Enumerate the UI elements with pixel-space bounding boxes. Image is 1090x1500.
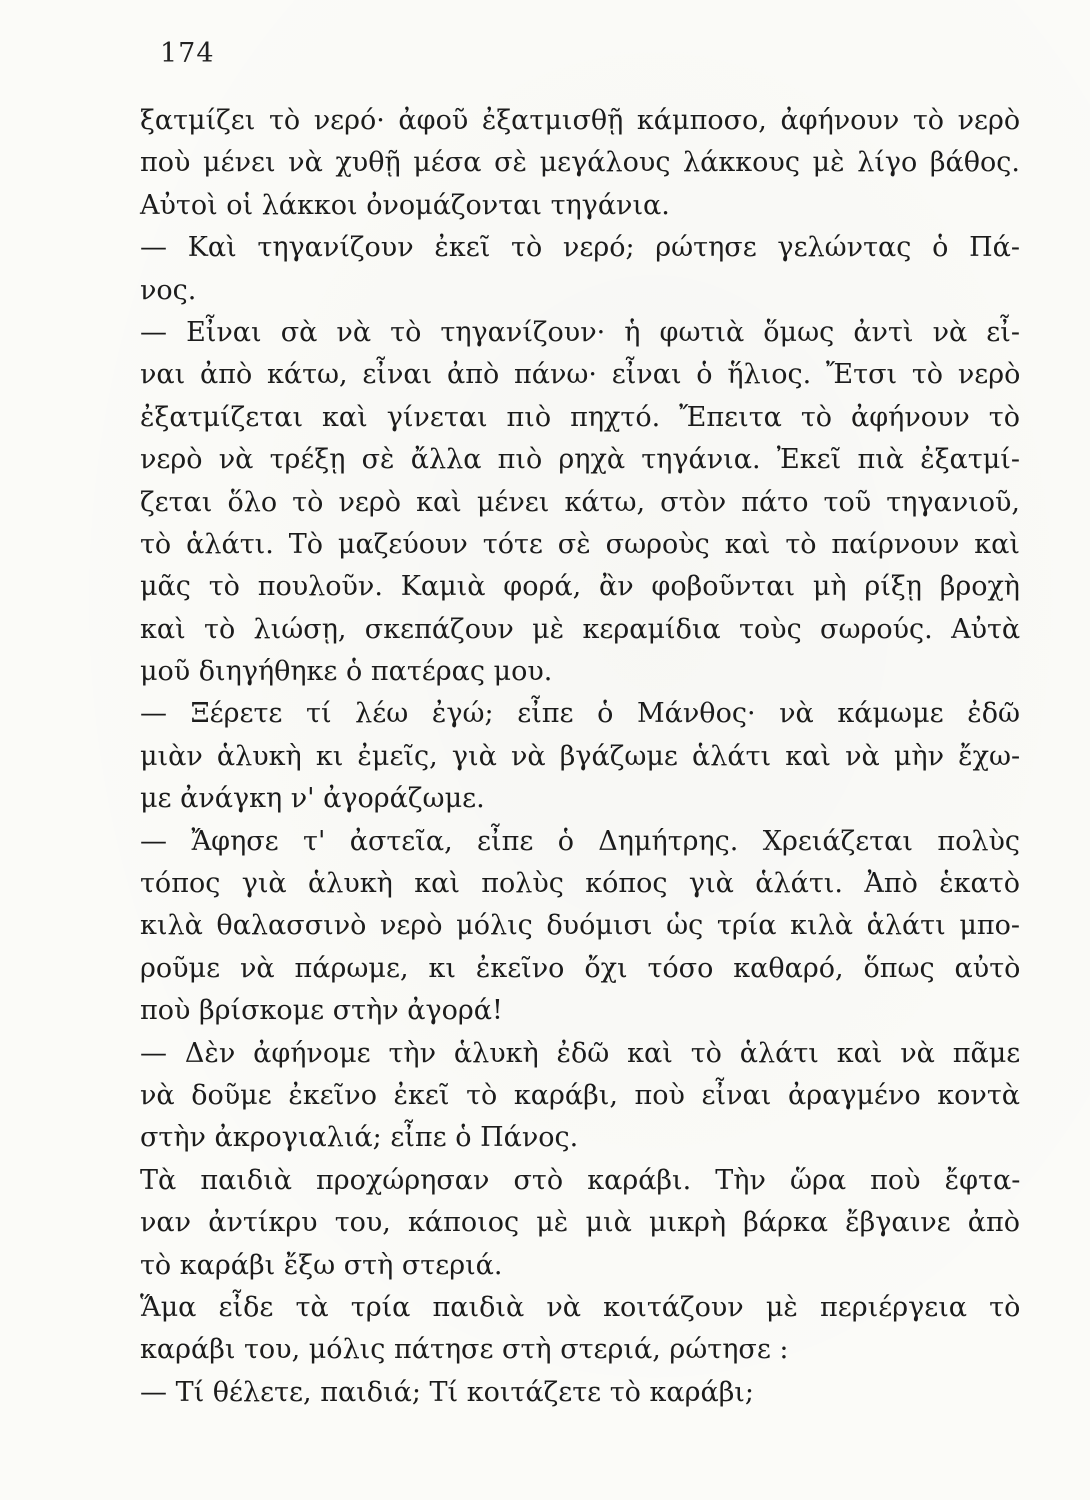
text-line: νερὸ νὰ τρέξῃ σὲ ἄλλα πιὸ ρηχὰ τηγάνια. Ἐκεῖ πιὰ ἐξατμί- bbox=[140, 444, 1020, 476]
text-line: Αὐτοὶ οἱ λάκκοι ὀνομάζονται τηγάνια. bbox=[140, 189, 670, 221]
body-text bbox=[140, 100, 1020, 1414]
text-line: με ἀνάγκη ν' ἀγοράζωμε. bbox=[140, 783, 485, 815]
text-line: καράβι του, μόλις πάτησε στὴ στεριά, ρώτησε : bbox=[140, 1334, 789, 1366]
text-line: νὰ δοῦμε ἐκεῖνο ἐκεῖ τὸ καράβι, ποὺ εἶναι ἀραγμένο κοντὰ bbox=[140, 1079, 1020, 1111]
text-line: Ἅμα εἶδε τὰ τρία παιδιὰ νὰ κοιτάζουν μὲ περιέργεια τὸ bbox=[140, 1291, 1021, 1323]
text-line: — Δὲν ἀφήνομε τὴν ἁλυκὴ ἐδῶ καὶ τὸ ἁλάτι καὶ νὰ πᾶμε bbox=[140, 1037, 1021, 1069]
text-line: τὸ ἁλάτι. Τὸ μαζεύουν τότε σὲ σωροὺς καὶ τὸ παίρνουν καὶ bbox=[140, 528, 1020, 560]
text-line: στὴν ἀκρογιαλιά; εἶπε ὁ Πάνος. bbox=[140, 1122, 579, 1154]
text-line: καὶ τὸ λιώσῃ, σκεπάζουν μὲ κεραμίδια τοὺς σωρούς. Αὐτὰ bbox=[140, 613, 1021, 645]
page-number: 174 bbox=[160, 38, 215, 69]
text-line: ροῦμε νὰ πάρωμε, κι ἐκεῖνο ὄχι τόσο καθαρό, ὅπως αὐτὸ bbox=[140, 952, 1021, 984]
text-line: ποὺ μένει νὰ χυθῇ μέσα σὲ μεγάλους λάκκους μὲ λίγο βάθος. bbox=[140, 147, 1020, 179]
text-line: ναν ἀντίκρυ του, κάποιος μὲ μιὰ μικρὴ βάρκα ἔβγαινε ἀπὸ bbox=[140, 1207, 1020, 1239]
text-line: κιλὰ θαλασσινὸ νερὸ μόλις δυόμισι ὡς τρία κιλὰ ἁλάτι μπο- bbox=[140, 910, 1020, 942]
text-line: — Τί θέλετε, παιδιά; Τί κοιτάζετε τὸ καράβι; bbox=[140, 1376, 754, 1408]
text-line: — Ἄφησε τ' ἀστεῖα, εἶπε ὁ Δημήτρης. Χρειάζεται πολὺς bbox=[140, 825, 1020, 857]
text-line: τὸ καράβι ἔξω στὴ στεριά. bbox=[140, 1249, 503, 1281]
text-line: — Εἶναι σὰ νὰ τὸ τηγανίζουν· ἡ φωτιὰ ὅμως ἀντὶ νὰ εἶ- bbox=[140, 316, 1020, 348]
text-line: μᾶς τὸ πουλοῦν. Καμιὰ φορά, ἂν φοβοῦνται μὴ ρίξῃ βροχὴ bbox=[140, 571, 1020, 603]
text-line: — Ξέρετε τί λέω ἐγώ; εἶπε ὁ Μάνθος· νὰ κάμωμε ἐδῶ bbox=[140, 698, 1020, 730]
text-line: μοῦ διηγήθηκε ὁ πατέρας μου. bbox=[140, 656, 553, 688]
text-line: νος. bbox=[140, 274, 197, 306]
text-line: — Καὶ τηγανίζουν ἐκεῖ τὸ νερό; ρώτησε γελώντας ὁ Πά- bbox=[140, 232, 1020, 264]
text-line: μιὰν ἁλυκὴ κι ἐμεῖς, γιὰ νὰ βγάζωμε ἁλάτι καὶ νὰ μὴν ἔχω- bbox=[140, 740, 1021, 772]
text-line: ἐξατμίζεται καὶ γίνεται πιὸ πηχτό. Ἔπειτα τὸ ἀφήνουν τὸ bbox=[140, 401, 1020, 433]
text-line: Τὰ παιδιὰ προχώρησαν στὸ καράβι. Τὴν ὥρα ποὺ ἔφτα- bbox=[140, 1164, 1021, 1196]
text-line: ζεται ὅλο τὸ νερὸ καὶ μένει κάτω, στὸν πάτο τοῦ τηγανιοῦ, bbox=[140, 486, 1020, 518]
text-line: ποὺ βρίσκομε στὴν ἀγορά! bbox=[140, 995, 503, 1027]
text-line: ναι ἀπὸ κάτω, εἶναι ἀπὸ πάνω· εἶναι ὁ ἥλιος. Ἔτσι τὸ νερὸ bbox=[140, 359, 1021, 391]
text-line: ξατμίζει τὸ νερό· ἀφοῦ ἐξατμισθῇ κάμποσο, ἀφήνουν τὸ νερὸ bbox=[140, 105, 1021, 136]
text-line: τόπος γιὰ ἁλυκὴ καὶ πολὺς κόπος γιὰ ἁλάτι. Ἀπὸ ἑκατὸ bbox=[140, 868, 1020, 900]
